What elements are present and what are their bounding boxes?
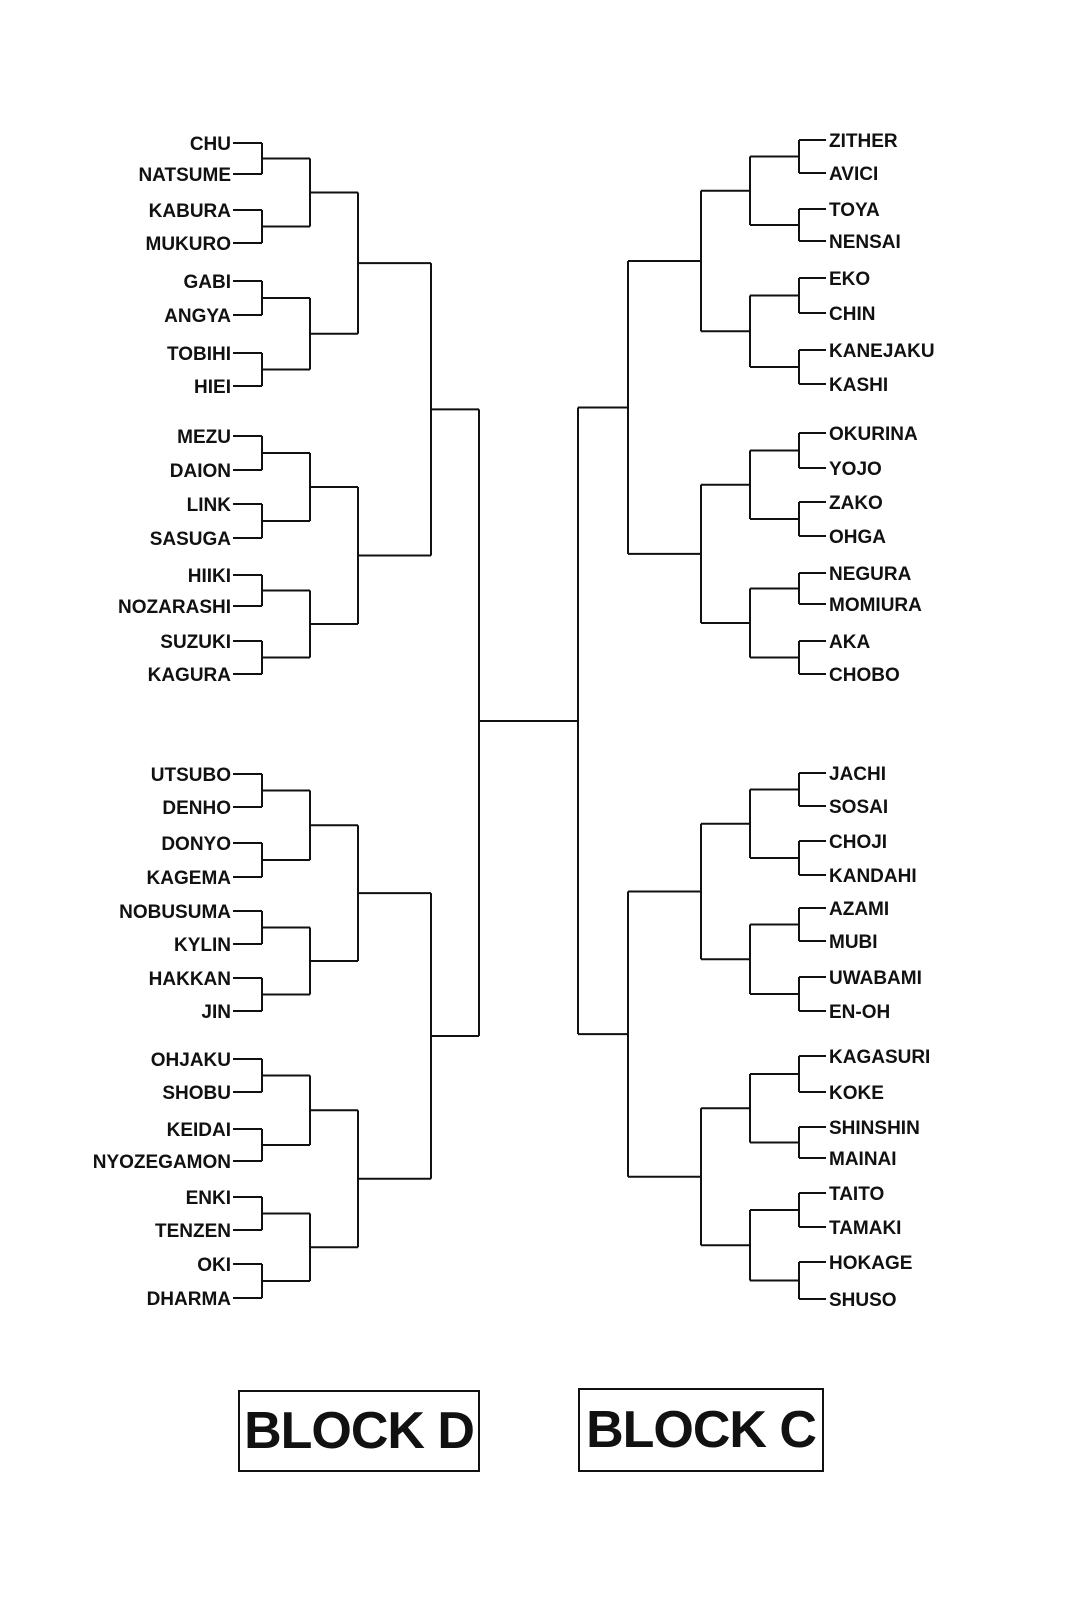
entrant-right: SOSAI (829, 797, 889, 818)
entrant-left: TENZEN (155, 1221, 231, 1242)
entrant-right: ZITHER (829, 131, 898, 152)
entrant-right: KOKE (829, 1083, 884, 1104)
entrant-left: SHOBU (162, 1083, 231, 1104)
block-c-label: BLOCK C (578, 1388, 824, 1472)
entrant-right: TOYA (829, 200, 880, 221)
bracket-lines (233, 140, 826, 1299)
entrant-right: YOJO (829, 459, 882, 480)
entrant-left: HAKKAN (148, 969, 231, 990)
entrant-left: HIEI (194, 377, 231, 398)
entrant-right: MUBI (829, 932, 878, 953)
entrant-right: MAINAI (829, 1149, 897, 1170)
entrant-right: KANEJAKU (829, 341, 935, 362)
entrant-left: SASUGA (149, 529, 231, 550)
entrant-right: UWABAMI (829, 968, 922, 989)
entrant-left: JIN (201, 1002, 231, 1023)
block-d-label: BLOCK D (238, 1390, 480, 1472)
entrant-right: EKO (829, 269, 871, 290)
entrant-left: NATSUME (138, 165, 231, 186)
entrant-right: CHIN (829, 304, 876, 325)
entrant-left: DONYO (161, 834, 231, 855)
entrant-right: AKA (829, 632, 871, 653)
entrant-left: KYLIN (174, 935, 231, 956)
entrant-left: KEIDAI (166, 1120, 231, 1141)
entrant-left: MUKURO (145, 234, 231, 255)
entrant-left: OHJAKU (150, 1050, 231, 1071)
entrant-left: DENHO (162, 798, 231, 819)
entrant-right: TAITO (829, 1184, 885, 1205)
entrant-right: OHGA (829, 527, 886, 548)
entrant-left: DAION (169, 461, 231, 482)
entrant-left: NOZARASHI (118, 597, 231, 618)
entrant-left: SUZUKI (160, 632, 231, 653)
entrant-right: OKURINA (829, 424, 918, 445)
entrant-left: UTSUBO (150, 765, 231, 786)
entrant-right: KAGASURI (829, 1047, 931, 1068)
entrant-right: KASHI (829, 375, 889, 396)
entrant-left: OKI (197, 1255, 231, 1276)
entrant-right: NENSAI (829, 232, 901, 253)
entrant-left: ENKI (185, 1188, 231, 1209)
entrant-right: NEGURA (829, 564, 912, 585)
entrant-left: HIIKI (187, 566, 231, 587)
entrant-left: MEZU (177, 427, 231, 448)
entrant-left: LINK (186, 495, 231, 516)
entrant-right: SHINSHIN (829, 1118, 920, 1139)
entrant-left: KAGEMA (146, 868, 231, 889)
entrant-left: ANGYA (164, 306, 231, 327)
entrant-right: AVICI (829, 164, 879, 185)
entrant-right: CHOJI (829, 832, 888, 853)
entrant-left: TOBIHI (166, 344, 231, 365)
entrant-left: NYOZEGAMON (92, 1152, 231, 1173)
entrant-left: GABI (183, 272, 231, 293)
entrant-right: HOKAGE (829, 1253, 913, 1274)
entrant-right: CHOBO (829, 665, 900, 686)
entrant-right: SHUSO (829, 1290, 897, 1311)
entrant-right: KANDAHI (829, 866, 917, 887)
entrant-right: MOMIURA (829, 595, 922, 616)
entrant-left: KABURA (148, 201, 231, 222)
entrant-right: EN-OH (829, 1002, 891, 1023)
entrant-right: AZAMI (829, 899, 890, 920)
entrant-left: NOBUSUMA (119, 902, 231, 923)
entrant-left: KAGURA (147, 665, 231, 686)
entrant-left: DHARMA (146, 1289, 231, 1310)
entrant-right: ZAKO (829, 493, 883, 514)
entrant-right: TAMAKI (829, 1218, 902, 1239)
entrant-left: CHU (189, 134, 231, 155)
entrant-right: JACHI (829, 764, 887, 785)
